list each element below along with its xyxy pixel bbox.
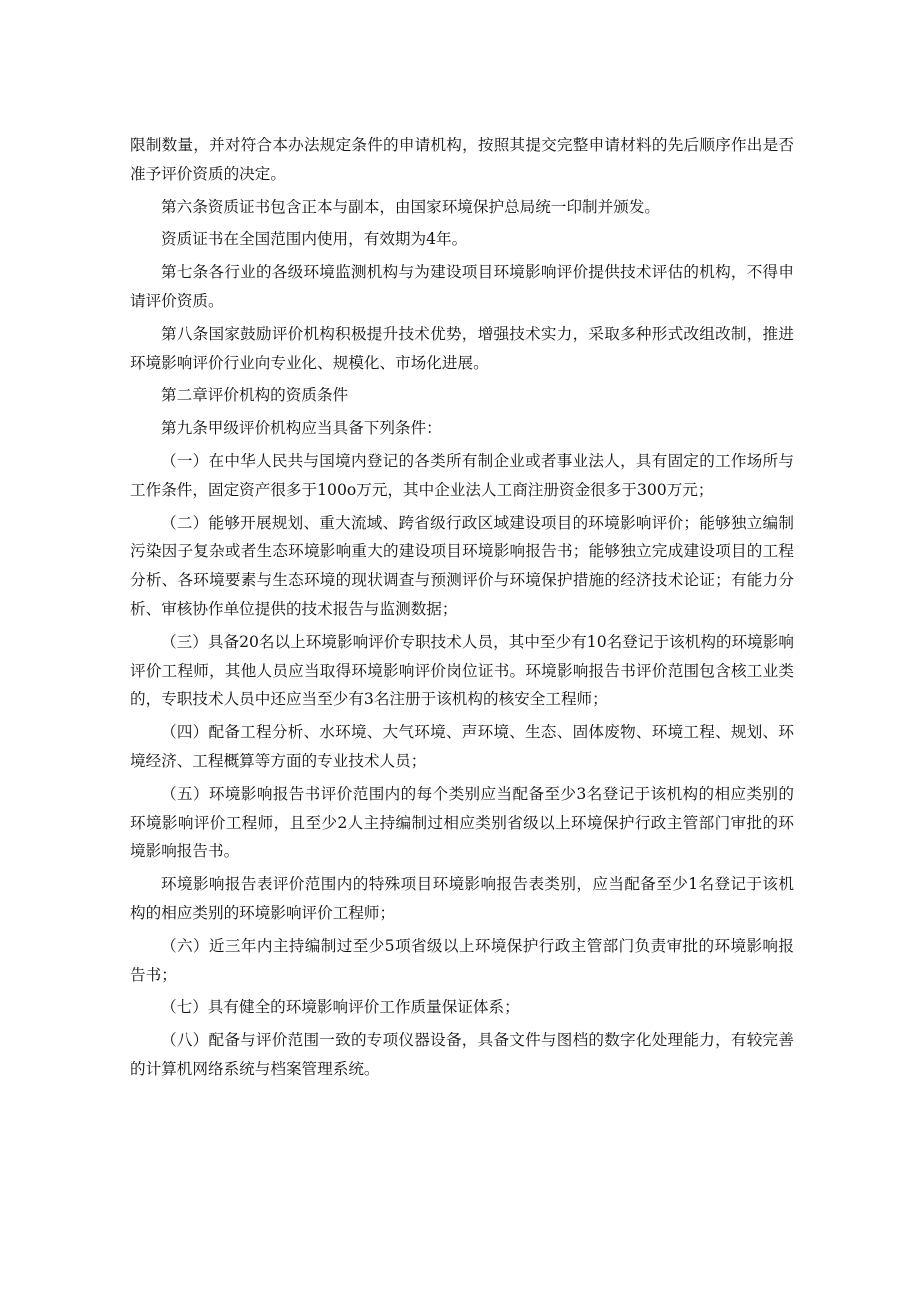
list-item-2: （二）能够开展规划、重大流域、跨省级行政区域建设项目的环境影响评价；能够独立编制污染因子复杂或者生态环境影响重大的建设项目环境影响报告书；能够独立完成建设项目的工程分析、各环境要素与生态环境的现状调查与预测评价与环境保护措施的经济技术论证；有能力分析、审核协作单位提供的技术报告与监测数据； (130, 513, 794, 618)
paragraph-article-9: 第九条甲级评价机构应当具备下列条件： (161, 419, 442, 438)
list-item-6: （六）近三年内主持编制过至少5项省级以上环境保护行政主管部门负责审批的环境影响报告书； (130, 936, 794, 984)
list-item-3: （三）具备20名以上环境影响评价专职技术人员，其中至少有10名登记于该机构的环境影响评价工程师，其他人员应当取得环境影响评价岗位证书。环境影响报告书评价范围包含核工业类的，专职技术人员中还应当至少有3名注册于该机构的核安全工程师； (130, 632, 794, 709)
paragraph-article-6: 第六条资质证书包含正本与副本，由国家环境保护总局统一印制并颁发。 (161, 197, 661, 216)
list-item-4: （四）配备工程分析、水环境、大气环境、声环境、生态、固体废物、环境工程、规划、环境经济、工程概算等方面的专业技术人员； (130, 723, 794, 770)
paragraph-certificate-validity: 资质证书在全国范围内使用，有效期为4年。 (161, 230, 468, 249)
list-item-5: （五）环境影响报告书评价范围内的每个类别应当配备至少3名登记于该机构的相应类别的环境影响评价工程师，且至少2人主持编制过相应类别省级以上环境保护行政主管部门审批的环境影响报告书。 (130, 784, 794, 861)
paragraph-article-8: 第八条国家鼓励评价机构积极提升技术优势，增强技术实力，采取多种形式改组改制，推进环境影响评价行业向专业化、规模化、市场化进展。 (130, 324, 794, 372)
paragraph-report-form: 环境影响报告表评价范围内的特殊项目环境影响报告表类别，应当配备至少1名登记于该机构的相应类别的环境影响评价工程师； (130, 875, 794, 922)
document-body (130, 131, 794, 1088)
paragraph-article-7: 第七条各行业的各级环境监测机构与为建设项目环境影响评价提供技术评估的机构，不得申请评价资质。 (130, 263, 794, 310)
list-item-7: （七）具有健全的环境影响评价工作质量保证体系； (161, 998, 520, 1017)
paragraph-continuation: 限制数量，并对符合本办法规定条件的申请机构，按照其提交完整申请材料的先后顺序作出是否准予评价资质的决定。 (130, 136, 794, 183)
chapter-heading-2: 第二章评价机构的资质条件 (161, 386, 349, 405)
list-item-8: （八）配备与评价范围一致的专项仪器设备，具备文件与图档的数字化处理能力，有较完善的计算机网络系统与档案管理系统。 (130, 1031, 794, 1078)
list-item-1: （一）在中华人民共与国境内登记的各类所有制企业或者事业法人，具有固定的工作场所与工作条件，固定资产很多于100o万元，其中企业法人工商注册资金很多于300万元； (130, 451, 794, 499)
